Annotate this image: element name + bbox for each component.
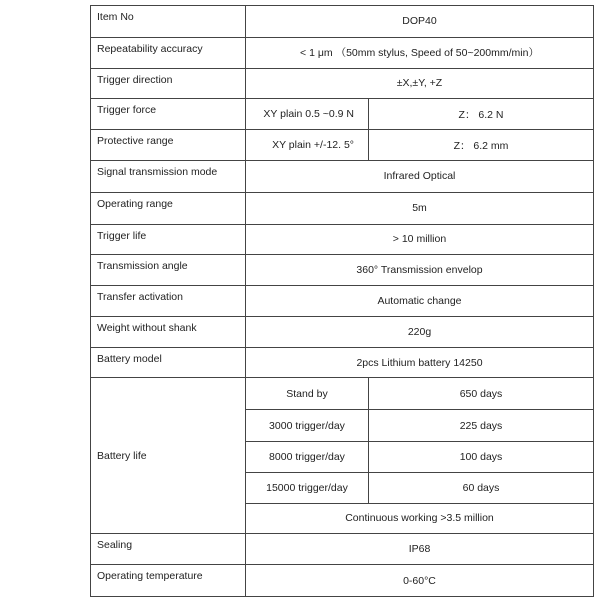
row-label: Trigger force xyxy=(91,99,246,130)
row-label: Weight without shank xyxy=(91,316,246,347)
row-value: IP68 xyxy=(246,534,594,565)
battery-mode: 15000 trigger/day xyxy=(246,472,369,503)
protective-range-z: Z： 6.2 mm xyxy=(369,130,594,161)
row-label: Sealing xyxy=(91,534,246,565)
row-label: Protective range xyxy=(91,130,246,161)
row-value: DOP40 xyxy=(246,6,594,38)
table-row xyxy=(91,6,594,38)
battery-continuous: Continuous working >3.5 million xyxy=(246,503,594,534)
battery-mode: 3000 trigger/day xyxy=(246,410,369,442)
row-label: Operating temperature xyxy=(91,565,246,597)
trigger-force-z: Z： 6.2 N xyxy=(369,99,594,130)
row-value: Infrared Optical xyxy=(246,160,594,192)
table-row xyxy=(91,316,594,347)
row-label: Transfer activation xyxy=(91,286,246,317)
row-label: Signal transmission mode xyxy=(91,160,246,192)
table-row xyxy=(91,99,594,130)
row-value: ±X,±Y, +Z xyxy=(246,68,594,99)
row-label: Trigger life xyxy=(91,224,246,255)
table-row xyxy=(91,286,594,317)
battery-mode: 8000 trigger/day xyxy=(246,442,369,473)
battery-life-label: Battery life xyxy=(91,378,246,534)
table-row xyxy=(91,378,594,410)
row-label: Battery model xyxy=(91,347,246,378)
table-row xyxy=(91,347,594,378)
row-value: 0-60°C xyxy=(246,565,594,597)
battery-days: 60 days xyxy=(369,472,594,503)
row-value: 5m xyxy=(246,192,594,224)
table-row xyxy=(91,37,594,68)
row-value: Automatic change xyxy=(246,286,594,317)
table-row xyxy=(91,192,594,224)
row-value: 360° Transmission envelop xyxy=(246,255,594,286)
row-value: < 1 μm （50mm stylus, Speed of 50~200mm/min） xyxy=(246,37,594,68)
row-label: Repeatability accuracy xyxy=(91,37,246,68)
row-label: Trigger direction xyxy=(91,68,246,99)
table-row xyxy=(91,130,594,161)
table-row xyxy=(91,160,594,192)
table-row xyxy=(91,255,594,286)
protective-range-xy: XY plain +/-12. 5° xyxy=(246,130,369,161)
table-row xyxy=(91,534,594,565)
row-label: Operating range xyxy=(91,192,246,224)
table-row xyxy=(91,224,594,255)
battery-days: 650 days xyxy=(369,378,594,410)
battery-mode: Stand by xyxy=(246,378,369,410)
table-row xyxy=(91,565,594,597)
row-value: 220g xyxy=(246,316,594,347)
table-row xyxy=(91,68,594,99)
row-value: 2pcs Lithium battery 14250 xyxy=(246,347,594,378)
row-label: Item No xyxy=(91,6,246,38)
battery-days: 225 days xyxy=(369,410,594,442)
row-value: > 10 million xyxy=(246,224,594,255)
row-label: Transmission angle xyxy=(91,255,246,286)
battery-days: 100 days xyxy=(369,442,594,473)
trigger-force-xy: XY plain 0.5 ~0.9 N xyxy=(246,99,369,130)
spec-table xyxy=(90,5,594,597)
